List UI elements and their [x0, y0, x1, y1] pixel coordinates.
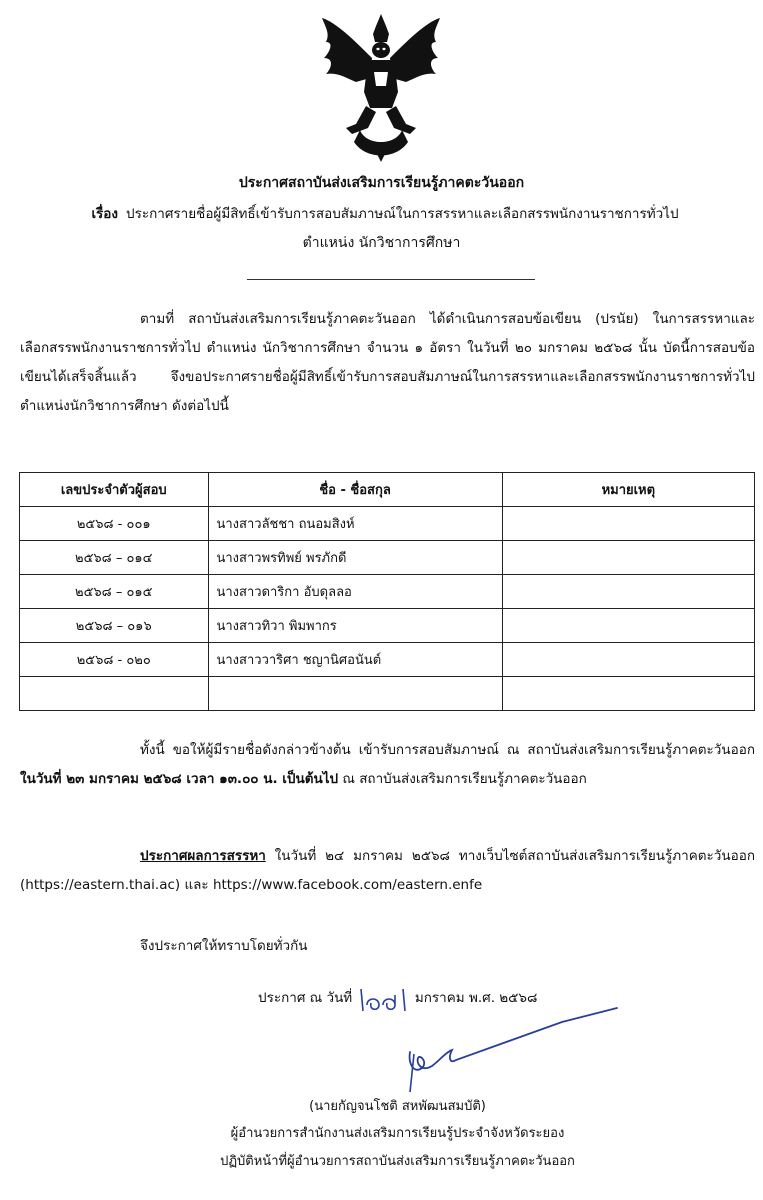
- table-row: [20, 609, 755, 643]
- header-remark: หมายเหตุ: [502, 473, 754, 507]
- signatory-name: (นายกัญจนโชติ สหพัฒนสมบัติ): [309, 1099, 486, 1114]
- agency-title: ประกาศสถาบันส่งเสริมการเรียนรู้ภาคตะวันออก: [238, 175, 525, 191]
- title-divider: [247, 279, 535, 280]
- header-exam-id: เลขประจำตัวผู้สอบ: [20, 473, 209, 507]
- name-cell: นางสาววาริศา ชญานิศอนันต์: [208, 643, 502, 677]
- exam-id-cell: ๒๕๖๘ – ๐๑๔: [20, 541, 209, 575]
- result-paragraph: [20, 842, 755, 900]
- name-cell: นางสาวพรทิพย์ พรภักดี: [208, 541, 502, 575]
- result-label: ประกาศผลการสรรหา: [140, 848, 266, 864]
- subject-line: [50, 202, 720, 224]
- table-row: [20, 575, 755, 609]
- exam-id-cell: ๒๕๖๘ – ๐๑๕: [20, 575, 209, 609]
- table-row-empty: [20, 677, 755, 711]
- name-cell: นางสาวลัชชา ถนอมสิงห์: [208, 507, 502, 541]
- remark-cell: [502, 541, 754, 575]
- table-row: [20, 643, 755, 677]
- subject-text: ประกาศรายชื่อผู้มีสิทธิ์เข้ารับการสอบสัมภาษณ์ในการสรรหาและเลือกสรรพนักงานราชการทั่วไป: [126, 206, 679, 222]
- table-row: [20, 507, 755, 541]
- garuda-emblem-icon: [316, 12, 446, 164]
- closing-line: จึงประกาศให้ทราบโดยทั่วกัน: [140, 938, 308, 954]
- announce-suffix: มกราคม พ.ศ. ๒๕๖๘: [414, 990, 538, 1006]
- intro-paragraph: ตามที่ สถาบันส่งเสริมการเรียนรู้ภาคตะวันออก ได้ดำเนินการสอบข้อเขียน (ปรนัย) ในการสรรหาและเลือกสรรพนักงานราชการทั่วไป ตำแหน่ง นักวิชาการศึกษา จำนวน ๑ อัตรา ในวันที่ ๒๐ มกราคม ๒๕๖๘ นั้น บัดนี้การสอบข้อเขียนได้เสร็จสิ้นแล้ว จึงขอประกาศรายชื่อผู้มีสิทธิ์เข้ารับการสอบสัมภาษณ์ในการสรรหาและเลือกสรรพนักงานราชการทั่วไป ตำแหน่งนักวิชาการศึกษา ดังต่อไปนี้: [20, 311, 755, 414]
- remark-cell: [502, 575, 754, 609]
- interview-text-pre: ทั้งนี้ ขอให้ผู้มีรายชื่อดังกล่าวข้างต้น เข้ารับการสอบสัมภาษณ์ ณ สถาบันส่งเสริมการเรียนรู้ภาคตะวันออก: [140, 742, 755, 758]
- position-line: ตำแหน่ง นักวิชาการศึกษา: [302, 235, 461, 251]
- interview-date-time: ในวันที่ ๒๓ มกราคม ๒๕๖๘ เวลา ๑๓.๐๐ น. เป็นต้นไป: [20, 771, 339, 787]
- interview-text-post: ณ สถาบันส่งเสริมการเรียนรู้ภาคตะวันออก: [342, 771, 587, 787]
- announce-prefix: ประกาศ ณ วันที่: [258, 990, 353, 1006]
- table-row: [20, 541, 755, 575]
- signatory-title-1: ผู้อำนวยการสำนักงานส่งเสริมการเรียนรู้ประจำจังหวัดระยอง: [230, 1126, 565, 1141]
- name-cell: [208, 677, 502, 711]
- exam-id-cell: ๒๕๖๘ - ๐๐๑: [20, 507, 209, 541]
- header-full-name: ชื่อ - ชื่อสกุล: [208, 473, 502, 507]
- handwritten-signature: [392, 1002, 652, 1102]
- remark-cell: [502, 677, 754, 711]
- table-header-row: [20, 473, 755, 507]
- name-cell: นางสาวทิวา พิมพากร: [208, 609, 502, 643]
- name-cell: นางสาวดาริกา อับดุลลอ: [208, 575, 502, 609]
- signatory-title-2: ปฏิบัติหน้าที่ผู้อำนวยการสถาบันส่งเสริมการเรียนรู้ภาคตะวันออก: [220, 1154, 575, 1169]
- exam-id-cell: ๒๕๖๘ - ๐๒๐: [20, 643, 209, 677]
- exam-id-cell: ๒๕๖๘ – ๐๑๖: [20, 609, 209, 643]
- remark-cell: [502, 507, 754, 541]
- interview-paragraph: [20, 736, 755, 794]
- remark-cell: [502, 643, 754, 677]
- remark-cell: [502, 609, 754, 643]
- exam-id-cell: [20, 677, 209, 711]
- result-text: ในวันที่ ๒๔ มกราคม ๒๕๖๘ ทางเว็บไซต์สถาบันส่งเสริมการเรียนรู้ภาคตะวันออก (https://eastern.thai.ac) และ https://www.facebook.com/eastern.enfe: [20, 848, 755, 893]
- subject-label: เรื่อง: [91, 206, 119, 222]
- candidate-table: [19, 472, 755, 711]
